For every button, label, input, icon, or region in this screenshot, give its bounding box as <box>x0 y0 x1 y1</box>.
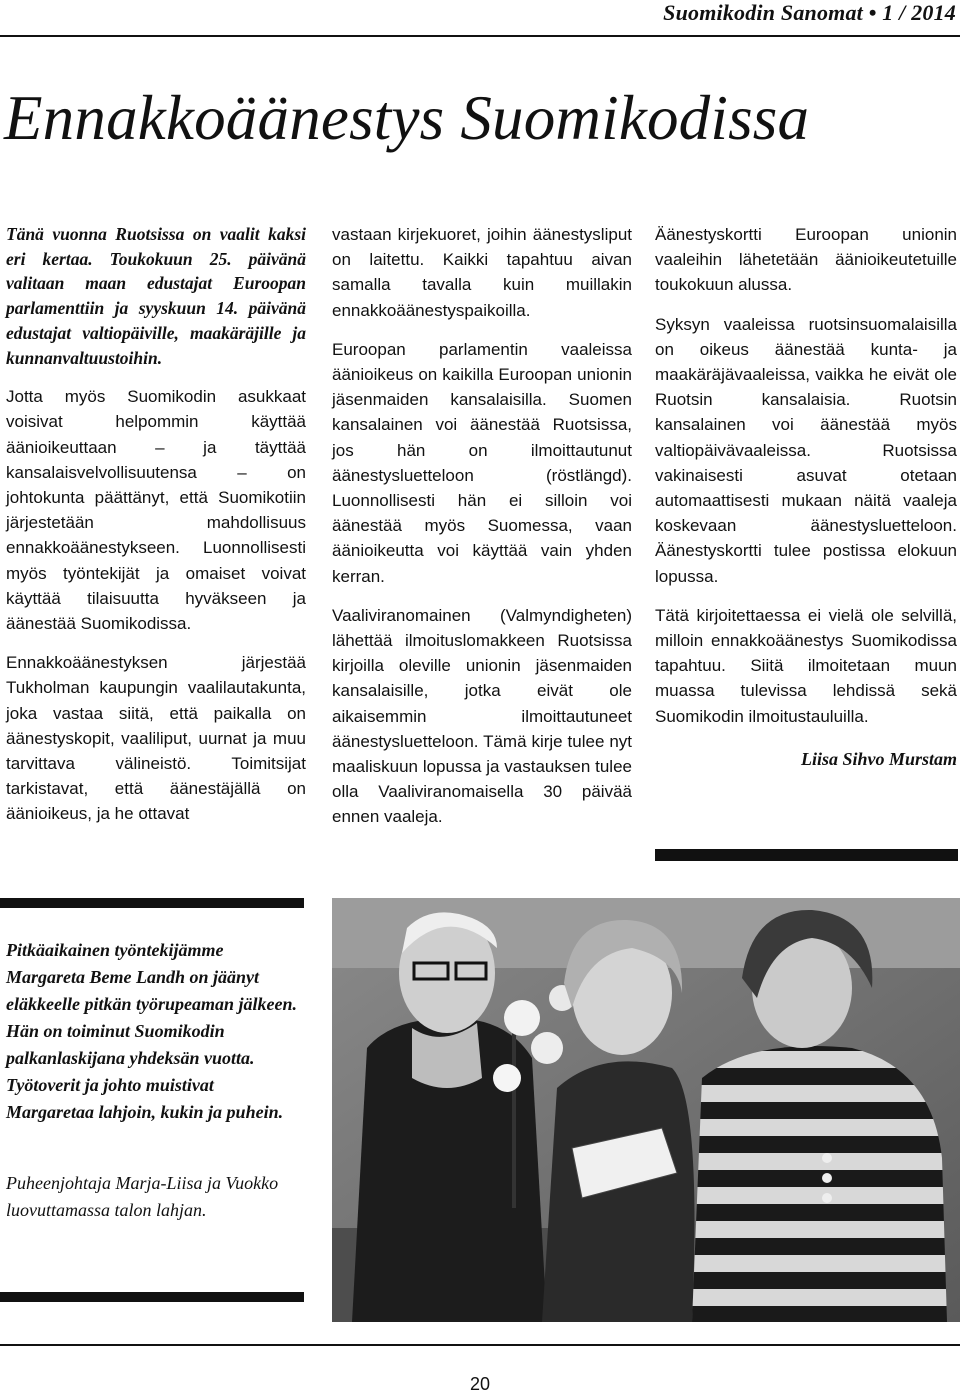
article-paragraph: Euroopan parlamentin vaaleissa äänioikeus on kaikilla Euroopan unionin jäsenmaiden kansalaisilla. Suomen kansalainen voi äänestää Ruotsissa, jos hän on ilmoittautunut äänestysluetteloon (röstlängd). Luonnollisesti hän ei silloin voi äänestää myös Suomessa, vaan äänioikeutta voi käyttää vain yhden kerran. <box>332 339 632 586</box>
article-column-3 <box>655 222 957 786</box>
header-rule <box>0 35 960 37</box>
photo-caption-bold: Pitkäaikainen työntekijämme Margareta Beme Landh on jäänyt eläkkeelle pitkän työrupeaman jälkeen. Hän on toiminut Suomikodin palkanlaskijana yhdeksän vuotta. Työtoverit ja johto muistivat Margaretaa lahjoin, kukin ja puhein. <box>6 940 297 1122</box>
article-paragraph: vastaan kirjekuoret, joihin äänestysliput on laitettu. Kaikki tapahtuu aivan samalla tavalla kuin muillakin ennakkoäänestyspaikoilla. <box>332 225 632 320</box>
footer-rule <box>0 1344 960 1346</box>
running-head: Suomikodin Sanomat • 1 / 2014 <box>663 0 956 25</box>
article-paragraph: Jotta myös Suomikodin asukkaat voisivat helpommin käyttää äänioikeuttaan – ja täyttää kansalaisvelvollisuutensa – on johtokunta päättänyt, että Suomikotiin järjestetään mahdollisuus ennakkoäänestykseen. Luonnollisesti myös työntekijät ja omaiset voivat käyttää tilaisuutta hyväkseen ja äänestää Suomikodissa. <box>6 387 306 634</box>
article-column-1 <box>6 222 306 841</box>
article-column-2 <box>332 222 632 844</box>
article-paragraph: Tätä kirjoitettaessa ei vielä ole selvillä, milloin ennakkoäänestys Suomikodissa tapahtuu. Siitä ilmoitetaan muun muassa tulevissa lehdissä sekä Suomikodin ilmoitustauluilla. <box>655 605 957 726</box>
photo-caption-italic: Puheenjohtaja Marja-Liisa ja Vuokko luovuttamassa talon lahjan. <box>6 1173 279 1220</box>
article-paragraph: Vaaliviranomainen (Valmyndigheten) lähettää ilmoituslomakkeen Ruotsissa kirjoilla oleville unionin jäsenmaiden kansalaisille, jotka eivät ole aikaisemmin ilmoittautuneet äänestysluetteloon. Tämä kirje tulee nyt maaliskuun lopussa ja vastauksen tulee olla Vaaliviranomaisella 30 päivää ennen vaaleja. <box>332 605 632 827</box>
article-paragraph: Äänestyskortti Euroopan unionin vaaleihin lähetetään äänioikeutetuille toukokuun alussa. <box>655 225 957 295</box>
article-signature: Liisa Sihvo Murstam <box>800 748 957 769</box>
caption-box-bottom-bar <box>0 1292 304 1302</box>
article-paragraph: Ennakkoäänestyksen järjestää Tukholman kaupungin vaalilautakunta, joka vastaa siitä, että paikalla on äänestyskopit, vaaliliput, uurnat ja muu tarvittava välineistö. Toimitsijat tarkistavat, että äänestäjällä on äänioikeus, ja he ottavat <box>6 653 306 824</box>
article-end-bar <box>655 849 958 861</box>
group-photo <box>332 898 960 1322</box>
article-title: Ennakkoäänestys Suomikodissa <box>4 83 810 153</box>
page-number: 20 <box>469 1374 491 1394</box>
caption-box-top-bar <box>0 898 304 908</box>
article-paragraph: Syksyn vaaleissa ruotsinsuomalaisilla on oikeus äänestää kunta- ja maakäräjävaaleissa, vaikka he eivät ole Ruotsin kansalaisia. Ruotsin kansalainen voi äänestää myös valtiopäivävaaleissa. Ruotsissa vakinaisesti asuvat otetaan automaattisesti mukaan näitä vaaleja koskevaan äänestysluetteloon. Äänestyskortti tulee postissa elokuun lopussa. <box>655 314 957 586</box>
article-lead: Tänä vuonna Ruotsissa on vaalit kaksi eri kertaa. Toukokuun 25. päivänä valitaan maan edustajat Euroopan parlamenttiin ja syyskuun 14. päivänä edustajat valtiopäiville, maakäräjille ja kunnanvaltuustoihin. <box>6 224 306 368</box>
